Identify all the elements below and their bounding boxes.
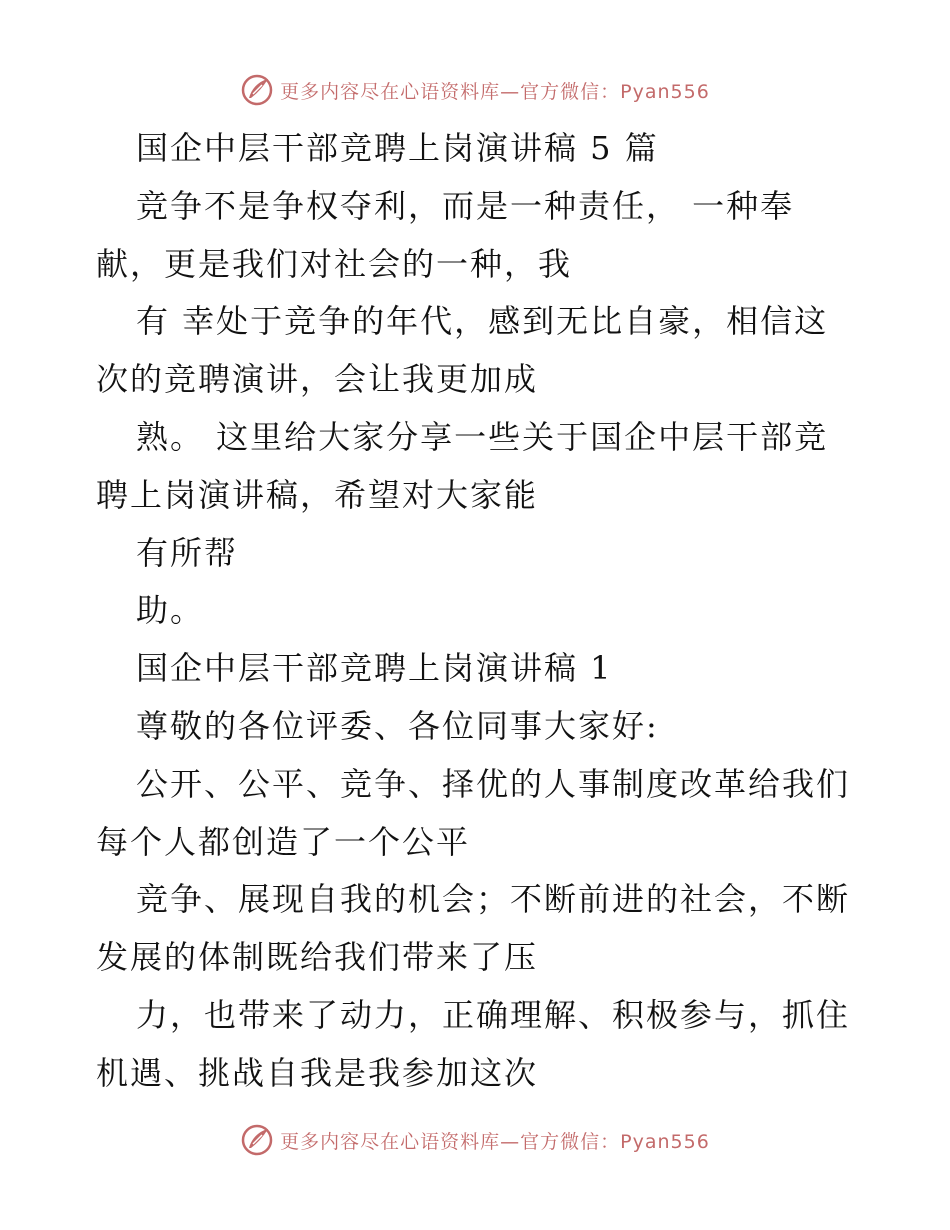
flame-feather-logo-icon [240,73,274,107]
text-line: 助。 [136,591,205,630]
text-line: 竞争不是争权夺利，而是一种责任， 一种奉 [136,186,795,225]
text-line: 公开、公平、竞争、择优的人事制度改革给我们 [136,764,851,803]
flame-feather-logo-icon [240,1123,274,1157]
text-line: 力，也带来了动力，正确理解、积极参与，抓住 [136,995,851,1034]
watermark-text: 更多内容尽在心语资料库—官方微信：Pyan556 [280,1130,710,1153]
footer-watermark [0,1120,950,1160]
text-line: 次的竞聘演讲，会让我更加成 [96,360,539,399]
text-line: 发展的体制既给我们带来了压 [96,938,539,977]
text-line: 竞争、展现自我的机会；不断前进的社会，不断 [136,880,851,919]
text-line: 尊敬的各位评委、各位同事大家好: [136,706,659,745]
text-line: 献，更是我们对社会的一种，我 [96,244,573,283]
text-line: 国企中层干部竞聘上岗演讲稿 1 [136,649,613,688]
text-line: 有 幸处于竞争的年代，感到无比自豪，相信这 [136,302,829,341]
text-line: 国企中层干部竞聘上岗演讲稿 5 篇 [136,129,659,167]
text-line: 机遇、挑战自我是我参加这次 [96,1053,539,1092]
text-line: 有所帮 [136,533,239,572]
watermark-text: 更多内容尽在心语资料库—官方微信：Pyan556 [280,80,710,103]
text-line: 每个人都创造了一个公平 [96,822,471,861]
text-line: 熟。 这里给大家分享一些关于国企中层干部竞 [136,417,829,456]
document-body [96,120,856,1103]
header-watermark [0,70,950,110]
text-line: 聘上岗演讲稿，希望对大家能 [96,475,539,514]
